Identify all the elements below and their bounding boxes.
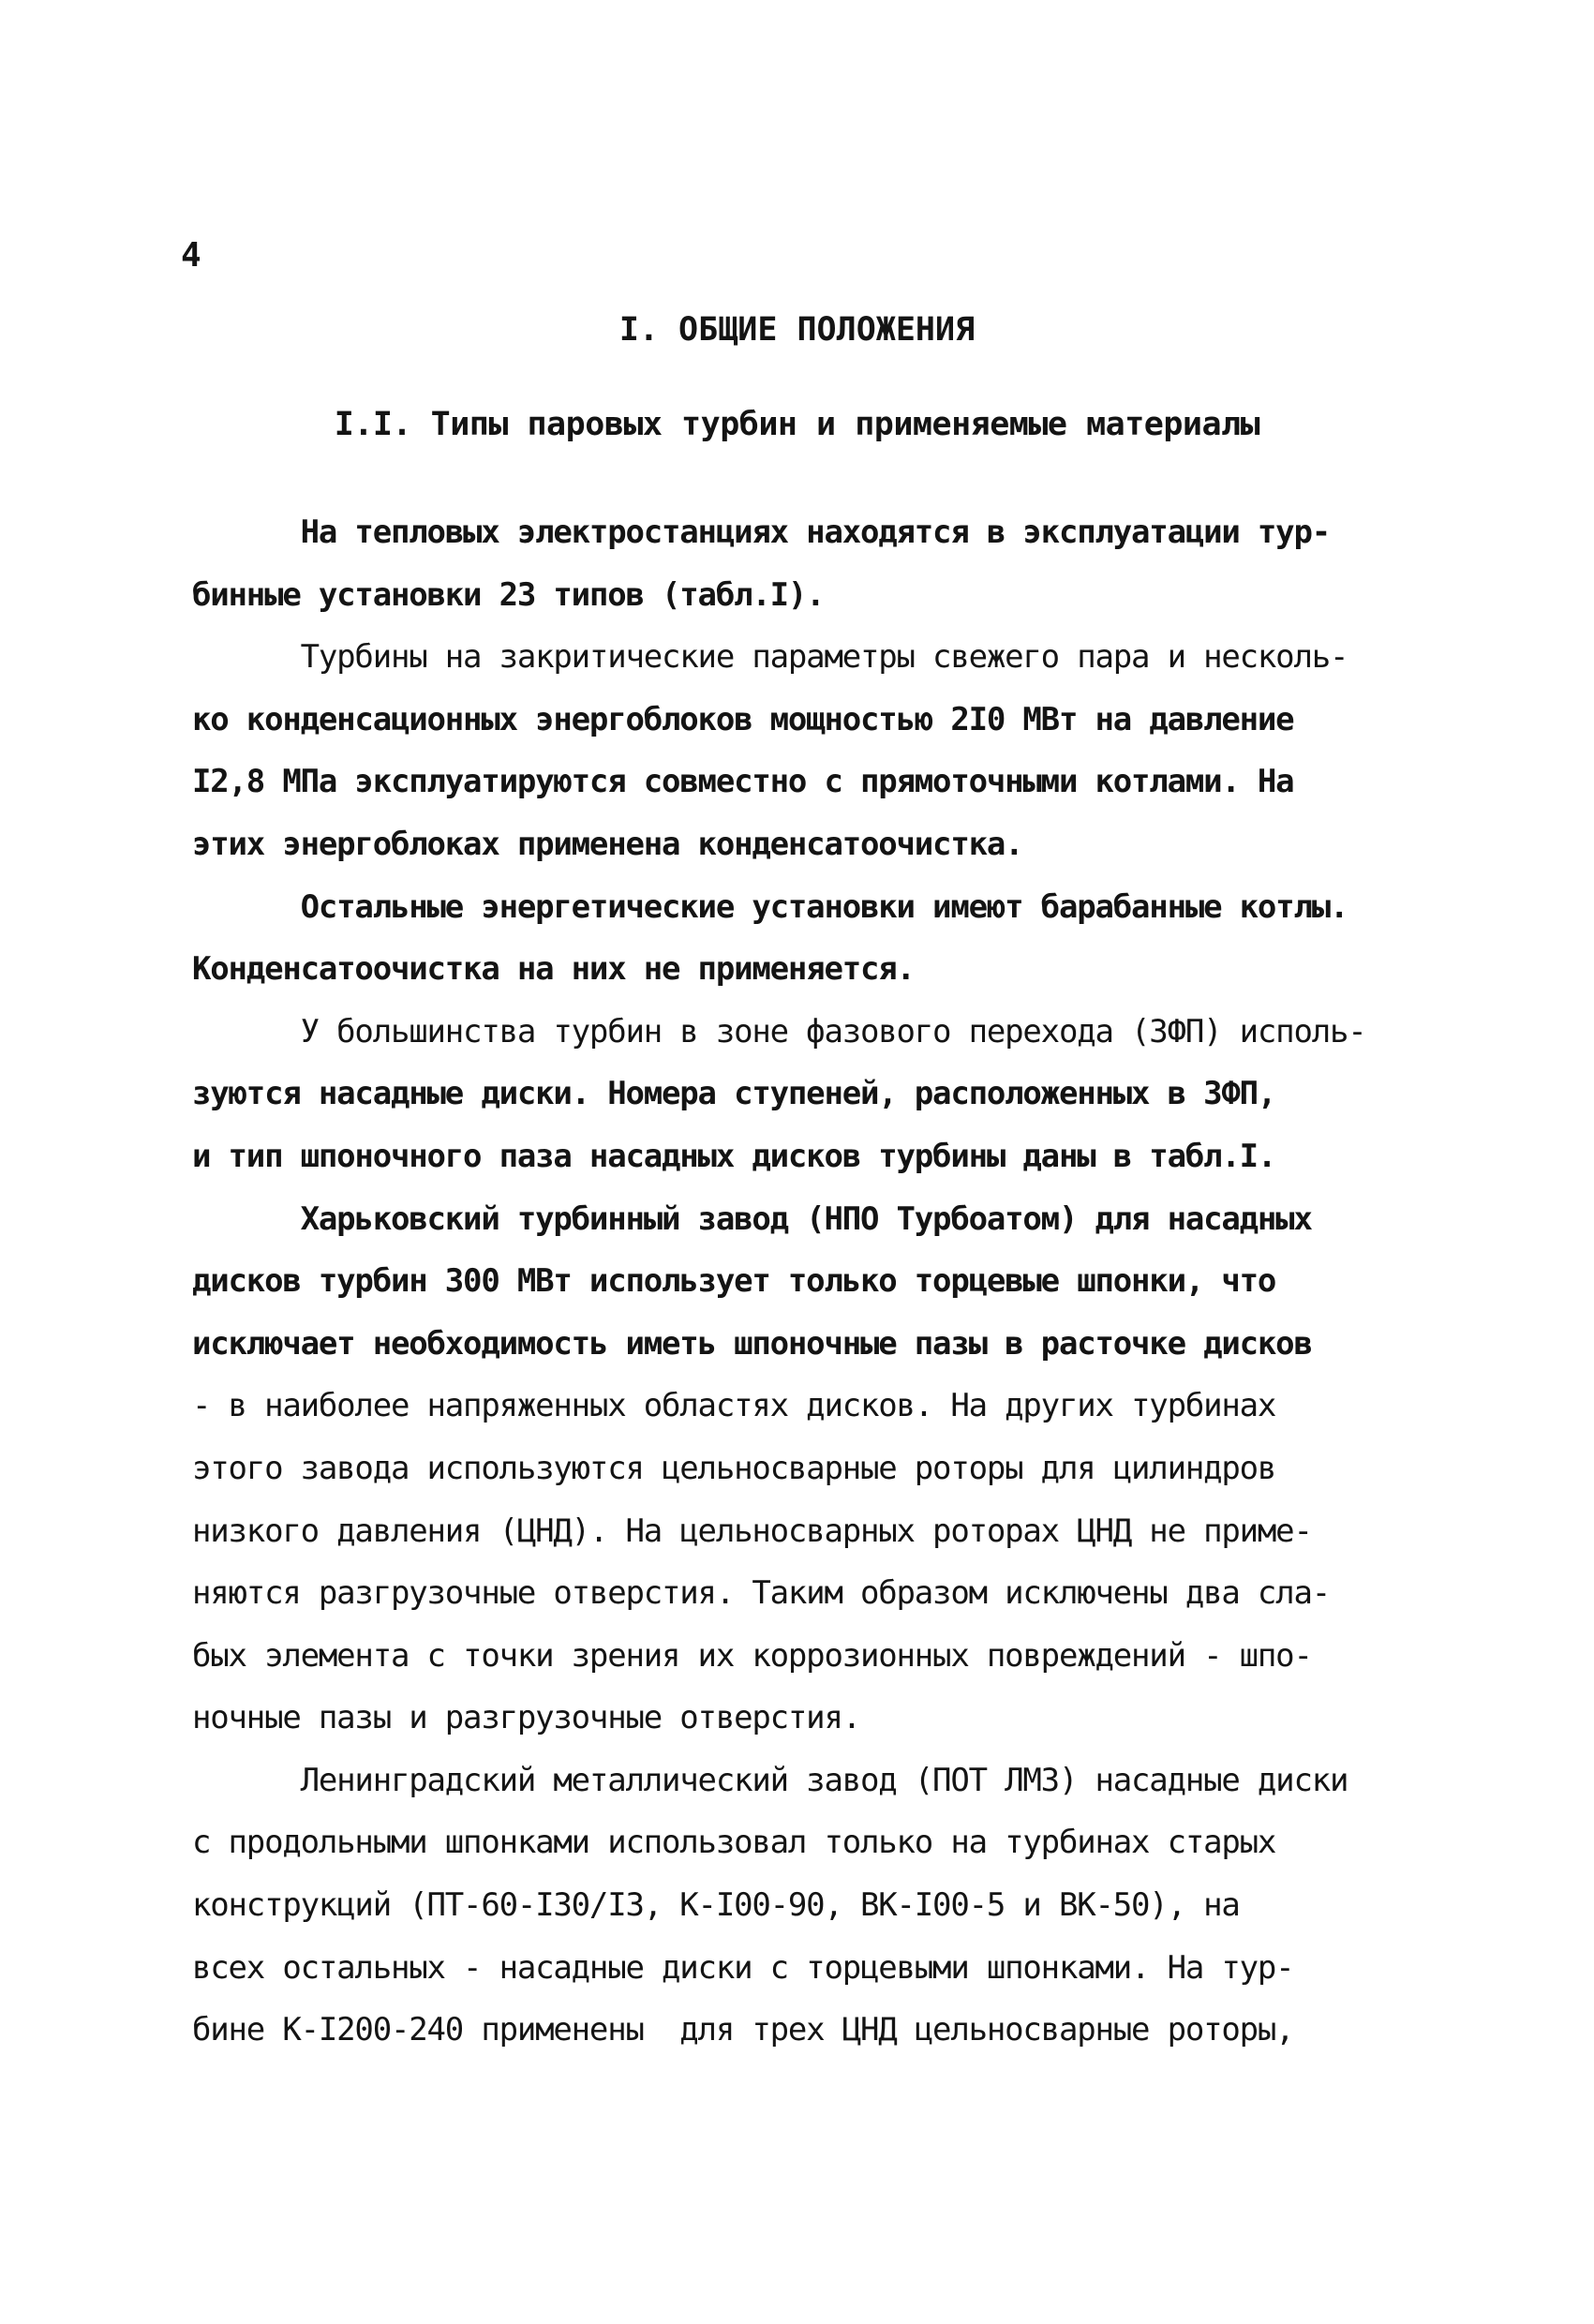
text-line: исключает необходимость иметь шпоночные пазы в расточке дисков xyxy=(192,1324,1312,1363)
page-number: 4 xyxy=(181,236,201,275)
text-line: Конденсатоочистка на них не применяется. xyxy=(192,950,915,989)
text-line: ко конденсационных энергоблоков мощностью 2I0 МВт на давление xyxy=(192,700,1294,738)
text-line: бине К-I200-240 применены для трех ЦНД цельносварные роторы, xyxy=(192,2011,1294,2049)
text-line: ночные пазы и разгрузочные отверстия. xyxy=(192,1699,860,1737)
text-line: зуются насадные диски. Номера ступеней, расположенных в ЗФП, xyxy=(192,1075,1276,1113)
text-line: На тепловых электростанциях находятся в эксплуатации тур- xyxy=(192,514,1330,551)
text-line: этих энергоблоках применена конденсатоочистка. xyxy=(192,825,1023,863)
text-line: Ленинградский металлический завод (ПОТ ЛМЗ) насадные диски xyxy=(192,1761,1348,1799)
text-line: низкого давления (ЦНД). На цельносварных роторах ЦНД не приме- xyxy=(192,1512,1312,1550)
text-line: бинные установки 23 типов (табл.I). xyxy=(192,575,825,614)
text-line: Харьковский турбинный завод (НПО Турбоатом) для насадных xyxy=(192,1199,1312,1238)
text-line: Турбины на закритические параметры свежего пара и несколь- xyxy=(192,638,1348,677)
text-line: - в наиболее напряженных областях дисков. На других турбинах xyxy=(192,1387,1276,1425)
text-line: Остальные энергетические установки имеют барабанные котлы. xyxy=(192,887,1348,926)
section-title: I. ОБЩИЕ ПОЛОЖЕНИЯ xyxy=(618,311,976,349)
text-line: I2,8 МПа эксплуатируются совместно с прямоточными котлами. На xyxy=(192,763,1294,801)
body-text xyxy=(192,501,1429,2062)
text-line: няются разгрузочные отверстия. Таким образом исключены два сла- xyxy=(192,1574,1330,1613)
text-line: дисков турбин 300 МВт использует только торцевые шпонки, что xyxy=(192,1262,1276,1301)
text-line: бых элемента с точки зрения их коррозионных повреждений - шпо- xyxy=(192,1636,1312,1675)
text-line: этого завода используются цельносварные роторы для цилиндров xyxy=(192,1449,1276,1487)
text-line: и тип шпоночного паза насадных дисков турбины даны в табл.I. xyxy=(192,1137,1276,1175)
text-line: У большинства турбин в зоне фазового перехода (ЗФП) исполь- xyxy=(192,1012,1366,1050)
subsection-title: I.I. Типы паровых турбин и применяемые материалы xyxy=(334,406,1260,443)
text-line: всех остальных - насадные диски с торцевыми шпонками. На тур- xyxy=(192,1948,1294,1987)
text-line: с продольными шпонками использовал только на турбинах старых xyxy=(192,1824,1276,1862)
text-line: конструкций (ПТ-60-I30/I3, К-I00-90, ВК-I00-5 и ВК-50), на xyxy=(192,1886,1240,1925)
